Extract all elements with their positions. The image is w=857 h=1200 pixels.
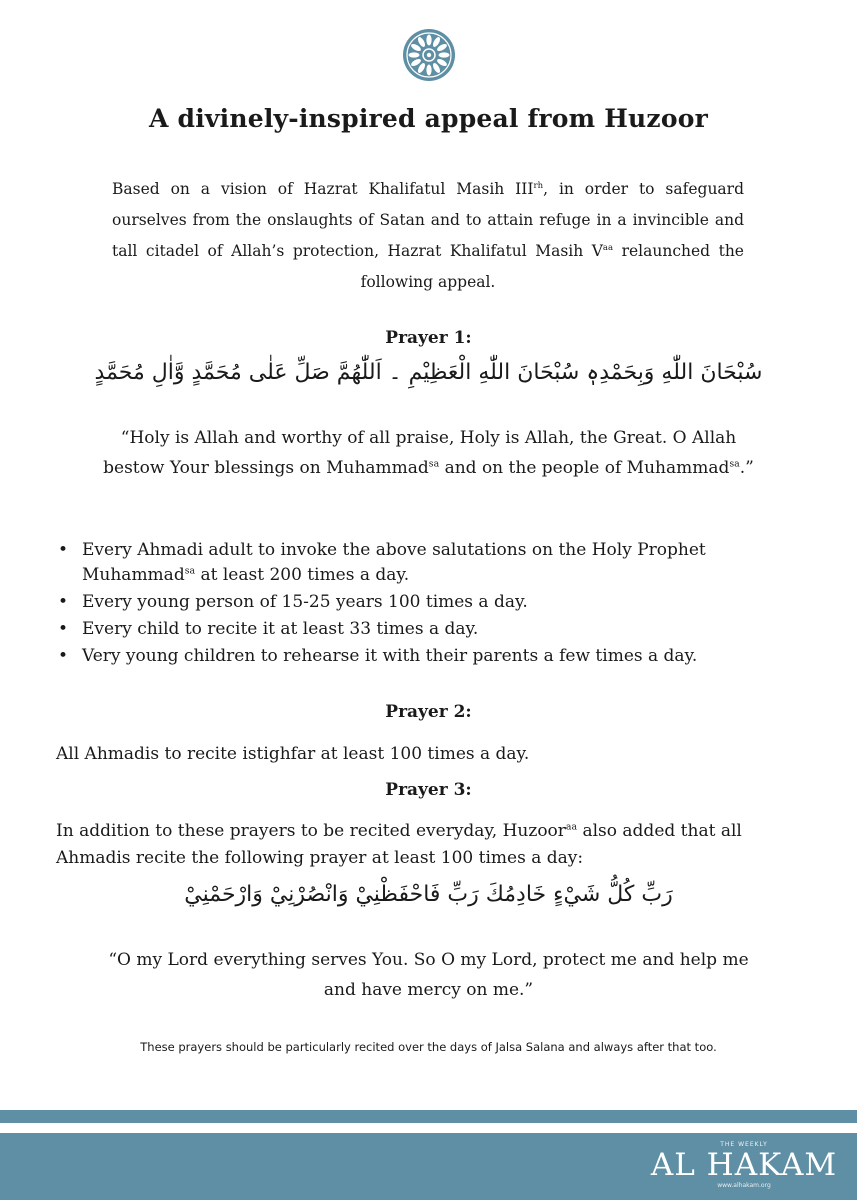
footer-stripe — [0, 1110, 857, 1123]
bullet-text: Every Ahmadi adult to invoke the above salutations on the Holy Prophet Muhammad — [82, 540, 706, 585]
prayer-2-text: All Ahmadis to recite istighfar at least 100 times a day. — [56, 744, 530, 764]
prayer-3-translation: “O my Lord everything serves You. So O my Lord, protect me and help me and have mercy on me.” — [108, 950, 749, 1000]
brand-logo — [649, 1141, 839, 1189]
intro-text-1: Based on a vision of Hazrat Khalifatul Masih III — [112, 180, 534, 198]
bullet-marker: • — [58, 646, 69, 666]
list-item — [56, 644, 816, 669]
footnote: These prayers should be particularly recited over the days of Jalsa Salana and always after that too. — [140, 1040, 717, 1054]
prayer-1-bullet-list — [56, 538, 816, 671]
prayer-3-text-1: In addition to these prayers to be recited everyday, Huzoor — [56, 821, 566, 841]
list-item — [56, 590, 816, 615]
honorific-sup: sa — [184, 565, 196, 577]
honorific-sup: sa — [428, 458, 440, 470]
honorific-sup: rh — [533, 180, 544, 191]
prayer-3-arabic: رَبِّ كُلُّ شَيْءٍ خَادِمُكَ رَبِّ فَاحْفَظْنِيْ وَانْصُرْنِيْ وَارْحَمْنِيْ — [184, 882, 673, 907]
intro-text-3: relaunched the following appeal. — [360, 242, 744, 291]
prayer-1-translation — [100, 423, 757, 483]
translation-text-2: and on the people of Muhammad — [439, 458, 730, 478]
translation-text-3: .” — [739, 458, 754, 478]
intro-paragraph — [112, 174, 744, 298]
brand-tagline: THE WEEKLY — [720, 1141, 768, 1148]
prayer-3-heading: Prayer 3: — [385, 780, 472, 800]
honorific-sup: aa — [565, 821, 578, 833]
bullet-text: Every child to recite it at least 33 times a day. — [82, 619, 479, 639]
prayer-3-text-2: also added that all Ahmadis recite the following prayer at least 100 times a day: — [56, 821, 742, 868]
bullet-text: at least 200 times a day. — [195, 565, 410, 585]
bullet-marker: • — [58, 619, 69, 639]
page-title: A divinely-inspired appeal from Huzoor — [149, 104, 708, 133]
honorific-sup: sa — [729, 458, 740, 470]
list-item — [56, 617, 816, 642]
intro-text-2: , in order to safeguard ourselves from the onslaughts of Satan and to attain refuge in a invincible and tall citadel of Allah’s protection, Hazrat Khalifatul Masih V — [112, 180, 744, 260]
bullet-text: Every young person of 15-25 years 100 times a day. — [82, 592, 528, 612]
bullet-marker: • — [58, 540, 69, 560]
bullet-text: Very young children to rehearse it with their parents a few times a day. — [82, 646, 698, 666]
brand-url: www.alhakam.org — [717, 1182, 771, 1189]
brand-name: AL HAKAM — [650, 1147, 838, 1183]
prayer-1-arabic: سُبْحَانَ اللّٰهِ وَبِحَمْدِهٖ سُبْحَانَ اللّٰهِ الْعَظِيْمِ ۔ اَللّٰهُمَّ صَلِّ عَلٰى مُحَمَّدٍ وَّاٰلِ مُحَمَّدٍ — [94, 360, 763, 385]
list-item — [56, 538, 816, 588]
bullet-marker: • — [58, 592, 69, 612]
translation-text-1: “Holy is Allah and worthy of all praise, Holy is Allah, the Great. O Allah bestow Your blessings on Muhammad — [103, 428, 737, 478]
prayer-1-heading: Prayer 1: — [385, 328, 472, 348]
prayer-3-text — [56, 818, 816, 872]
honorific-sup: aa — [602, 242, 614, 253]
ornamental-rosette-icon — [402, 28, 456, 82]
prayer-2-heading: Prayer 2: — [385, 702, 472, 722]
